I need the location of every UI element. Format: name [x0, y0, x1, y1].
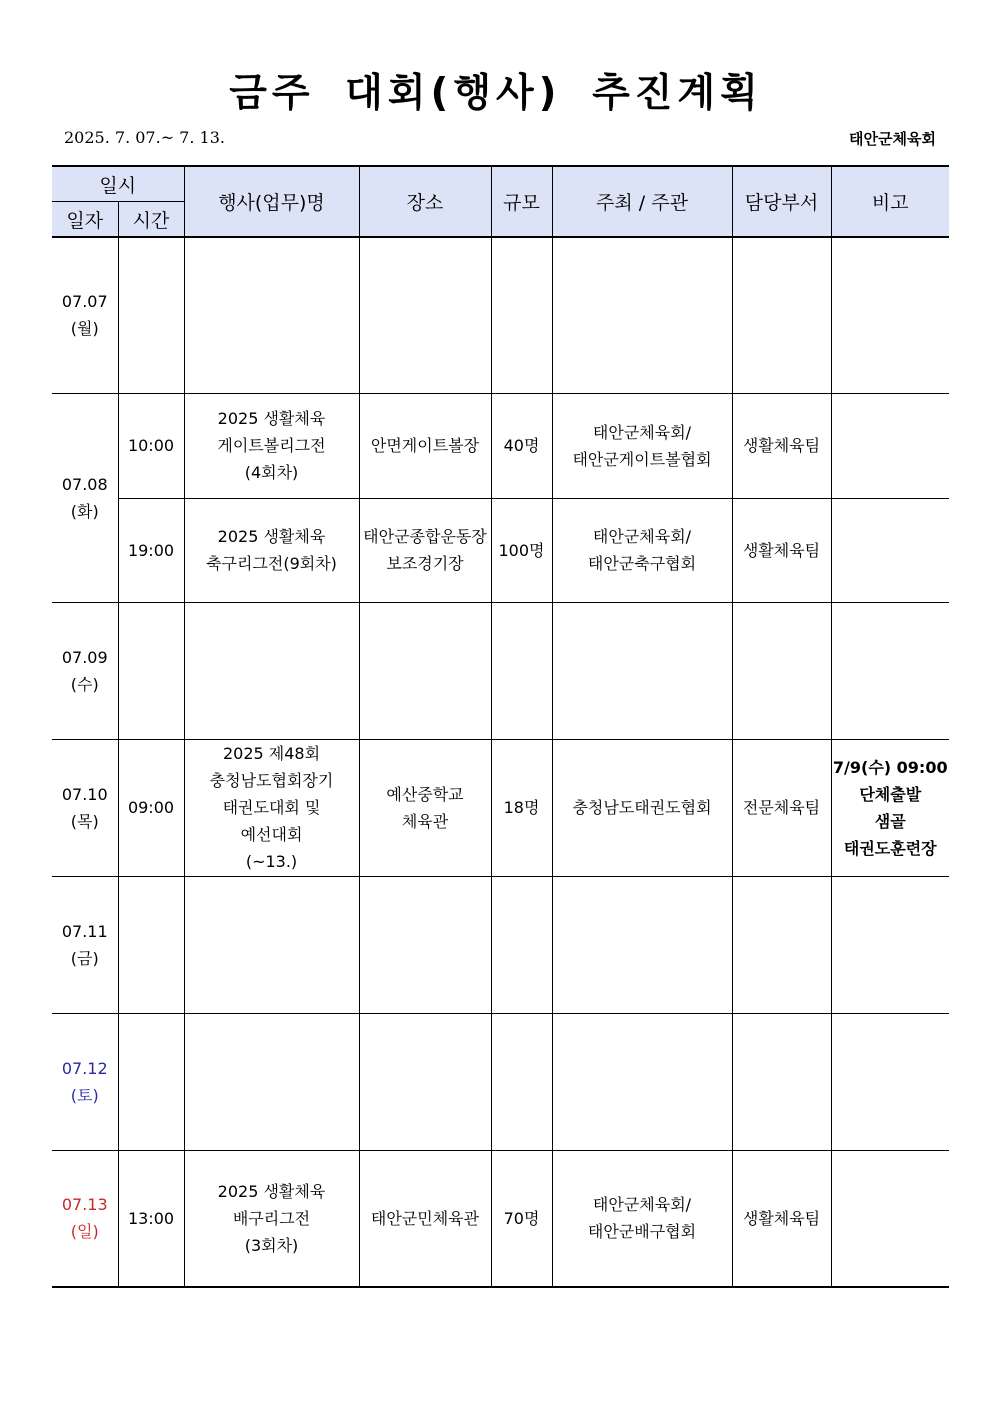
header-remarks: 비고: [831, 166, 949, 237]
host-cell-line: 태안군체육회/: [592, 527, 692, 546]
host-cell: [552, 393, 732, 498]
host-cell-line: 태안군게이트볼협회: [572, 449, 712, 469]
dept-cell: 생활체육팀: [732, 393, 831, 498]
remarks-cell: [831, 876, 949, 1013]
time-cell: 10:00: [118, 393, 184, 498]
event-cell-line: 예선대회: [240, 825, 303, 844]
header-host: 주최 / 주관: [552, 166, 732, 237]
date-text: 07.08: [61, 474, 108, 494]
place-cell-line: 보조경기장: [386, 554, 464, 573]
place-cell: [359, 237, 491, 393]
weekday-text: (수): [70, 674, 99, 694]
place-cell: [359, 1013, 491, 1150]
remarks-cell: [831, 498, 949, 602]
date-text: 07.09: [61, 647, 108, 667]
organization-name: 태안군체육회: [849, 130, 936, 148]
weekday-text: (목): [70, 811, 99, 831]
event-cell-line: 2025 생활체육: [217, 409, 326, 428]
event-cell: [184, 602, 359, 739]
date-cell: [52, 739, 118, 876]
scale-cell: 40명: [491, 393, 552, 498]
event-cell: [184, 393, 359, 498]
remarks-cell: [831, 237, 949, 393]
table-row: [52, 393, 949, 498]
date-cell: [52, 876, 118, 1013]
scale-cell: 70명: [491, 1150, 552, 1287]
place-cell: [359, 876, 491, 1013]
date-text: 07.13: [61, 1195, 108, 1215]
event-cell-line: 2025 생활체육: [217, 1181, 326, 1201]
place-cell-line: 태안군종합운동장: [363, 527, 487, 546]
host-cell: [552, 498, 732, 602]
remarks-cell: [831, 602, 949, 739]
schedule-body: [52, 237, 949, 1287]
table-row: [52, 237, 949, 393]
header-time: 시간: [118, 202, 184, 238]
date-cell: [52, 393, 118, 602]
remarks-cell: [831, 1013, 949, 1150]
table-row: [52, 1150, 949, 1287]
page-title: 금주 대회(행사) 추진계획: [229, 71, 763, 116]
host-cell-line: 태안군배구협회: [587, 1222, 697, 1242]
event-cell-line: 축구리그전(9회차): [206, 554, 337, 573]
date-text: 07.11: [61, 921, 108, 941]
host-cell: [552, 602, 732, 739]
remarks-cell-line: 7/9(수) 09:00: [832, 757, 948, 777]
date-cell: [52, 1150, 118, 1287]
event-cell-line: (3회차): [244, 1235, 299, 1255]
event-cell: [184, 1013, 359, 1150]
event-cell-line: 게이트볼리그전: [217, 436, 326, 455]
header-scale: 규모: [491, 166, 552, 237]
host-cell: [552, 237, 732, 393]
table-row: [52, 1013, 949, 1150]
remarks-cell-line: 태권도훈련장: [843, 838, 937, 858]
table-row: [52, 739, 949, 876]
host-cell-line: 태안군체육회/: [592, 422, 692, 442]
weekday-text: (월): [70, 319, 99, 339]
date-range: 2025. 7. 07.~ 7. 13.: [64, 128, 225, 147]
remarks-cell: [831, 393, 949, 498]
host-cell: [552, 876, 732, 1013]
weekday-text: (화): [70, 501, 99, 521]
event-cell-line: 2025 생활체육: [217, 527, 326, 546]
place-cell: [359, 1150, 491, 1287]
place-cell: [359, 602, 491, 739]
event-cell-line: (~13.): [245, 852, 298, 871]
event-cell-line: (4회차): [244, 463, 299, 482]
header-date: 일자: [52, 202, 118, 238]
remarks-cell: [831, 739, 949, 876]
time-cell: [118, 876, 184, 1013]
time-cell: 13:00: [118, 1150, 184, 1287]
scale-cell: 100명: [491, 498, 552, 602]
place-cell: [359, 393, 491, 498]
time-cell: [118, 237, 184, 393]
host-cell: [552, 1150, 732, 1287]
table-row: [52, 498, 949, 602]
host-cell: [552, 1013, 732, 1150]
dept-cell: [732, 602, 831, 739]
dept-cell: 생활체육팀: [732, 1150, 831, 1287]
place-cell-line: 체육관: [401, 811, 449, 831]
host-cell-line: 태안군축구협회: [587, 554, 697, 573]
event-cell-line: 태권도대회 및: [222, 798, 321, 817]
place-cell: [359, 498, 491, 602]
time-cell: 09:00: [118, 739, 184, 876]
header-place: 장소: [359, 166, 491, 237]
dept-cell: 생활체육팀: [732, 498, 831, 602]
schedule-table: [52, 165, 949, 1288]
header-datetime: 일시: [52, 166, 184, 202]
event-cell: [184, 876, 359, 1013]
event-cell-line: 충청남도협회장기: [209, 771, 334, 790]
event-cell: [184, 498, 359, 602]
dept-cell: 전문체육팀: [732, 739, 831, 876]
weekday-text: (토): [70, 1085, 99, 1105]
table-row: [52, 602, 949, 739]
dept-cell: [732, 876, 831, 1013]
date-text: 07.10: [61, 784, 108, 804]
host-cell-line: 충청남도태권도협회: [572, 798, 712, 817]
place-cell-line: 안면게이트볼장: [370, 436, 480, 455]
place-cell-line: 태안군민체육관: [370, 1208, 480, 1228]
date-cell: [52, 237, 118, 393]
header-dept: 담당부서: [732, 166, 831, 237]
time-cell: [118, 1013, 184, 1150]
event-cell: [184, 237, 359, 393]
date-cell: [52, 1013, 118, 1150]
scale-cell: [491, 1013, 552, 1150]
weekday-text: (일): [70, 1222, 99, 1242]
scale-cell: [491, 602, 552, 739]
host-cell: [552, 739, 732, 876]
date-text: 07.07: [61, 292, 108, 312]
scale-cell: [491, 237, 552, 393]
time-cell: 19:00: [118, 498, 184, 602]
date-text: 07.12: [61, 1058, 108, 1078]
event-cell: [184, 739, 359, 876]
remarks-cell: [831, 1150, 949, 1287]
place-cell-line: 예산중학교: [386, 784, 464, 804]
time-cell: [118, 602, 184, 739]
date-cell: [52, 602, 118, 739]
remarks-cell-line: 단체출발: [859, 784, 922, 804]
host-cell-line: 태안군체육회/: [592, 1195, 692, 1215]
weekday-text: (금): [70, 948, 99, 968]
event-cell-line: 배구리그전: [232, 1208, 311, 1228]
scale-cell: [491, 876, 552, 1013]
remarks-cell-line: 샘골: [874, 811, 906, 831]
dept-cell: [732, 237, 831, 393]
event-cell: [184, 1150, 359, 1287]
place-cell: [359, 739, 491, 876]
header-event: 행사(업무)명: [184, 166, 359, 237]
dept-cell: [732, 1013, 831, 1150]
event-cell-line: 2025 제48회: [222, 744, 321, 763]
table-row: [52, 876, 949, 1013]
scale-cell: 18명: [491, 739, 552, 876]
